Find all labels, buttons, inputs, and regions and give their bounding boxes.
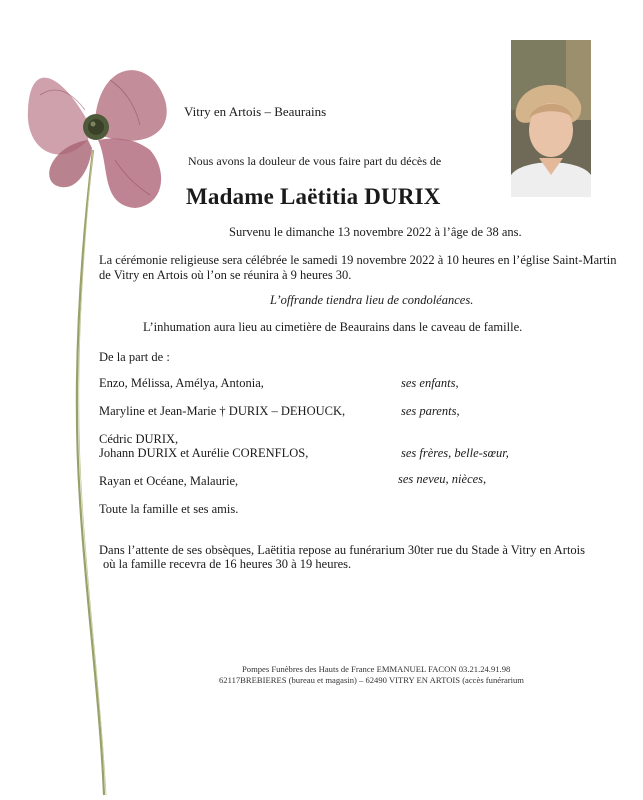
family-names: Rayan et Océane, Malaurie, [99, 474, 239, 488]
ceremony-line-2: de Vitry en Artois où l’on se réunira à 9 heures 30. [99, 268, 352, 282]
footer-line-1: Pompes Funèbres des Hauts de France EMMANUEL FACON 03.21.24.91.98 [242, 664, 511, 674]
poppy-flower-illustration [0, 0, 200, 800]
deceased-name: Madame Laëtitia DURIX [186, 184, 441, 209]
death-date-line: Survenu le dimanche 13 novembre 2022 à l’âge de 38 ans. [229, 225, 522, 239]
burial-line: L’inhumation aura lieu au cimetière de Beaurains dans le caveau de famille. [143, 320, 523, 334]
family-names: Enzo, Mélissa, Amélya, Antonia, [99, 376, 264, 390]
family-names: Maryline et Jean-Marie † DURIX – DEHOUCK, [99, 404, 346, 418]
family-relation: ses frères, belle-sœur, [401, 446, 509, 460]
offering-line: L’offrande tiendra lieu de condoléances. [270, 293, 474, 307]
family-relation: ses neveu, nièces, [398, 472, 487, 486]
funerarium-line-2: où la famille recevra de 16 heures 30 à 19 heures. [103, 557, 352, 571]
intro-line: Nous avons la douleur de vous faire part du décès de [188, 154, 442, 168]
family-names: Johann DURIX et Aurélie CORENFLOS, [99, 446, 309, 460]
from-label: De la part de : [99, 350, 170, 364]
funerarium-line-1: Dans l’attente de ses obsèques, Laëtitia repose au funérarium 30ter rue du Stade à Vitry en Artois [99, 543, 586, 557]
ceremony-line-1: La cérémonie religieuse sera célébrée le samedi 19 novembre 2022 à 10 heures en l’église Saint-Martin [99, 253, 617, 267]
family-relation: ses enfants, [401, 376, 459, 390]
footer-line-2: 62117BREBIERES (bureau et magasin) – 62490 VITRY EN ARTOIS (accès funérarium [219, 675, 524, 685]
friends-line: Toute la famille et ses amis. [99, 502, 239, 516]
location-line: Vitry en Artois – Beaurains [184, 104, 327, 119]
portrait-image [511, 40, 591, 197]
portrait-photo [511, 40, 591, 197]
family-names: Cédric DURIX, [99, 432, 179, 446]
family-relation: ses parents, [401, 404, 460, 418]
